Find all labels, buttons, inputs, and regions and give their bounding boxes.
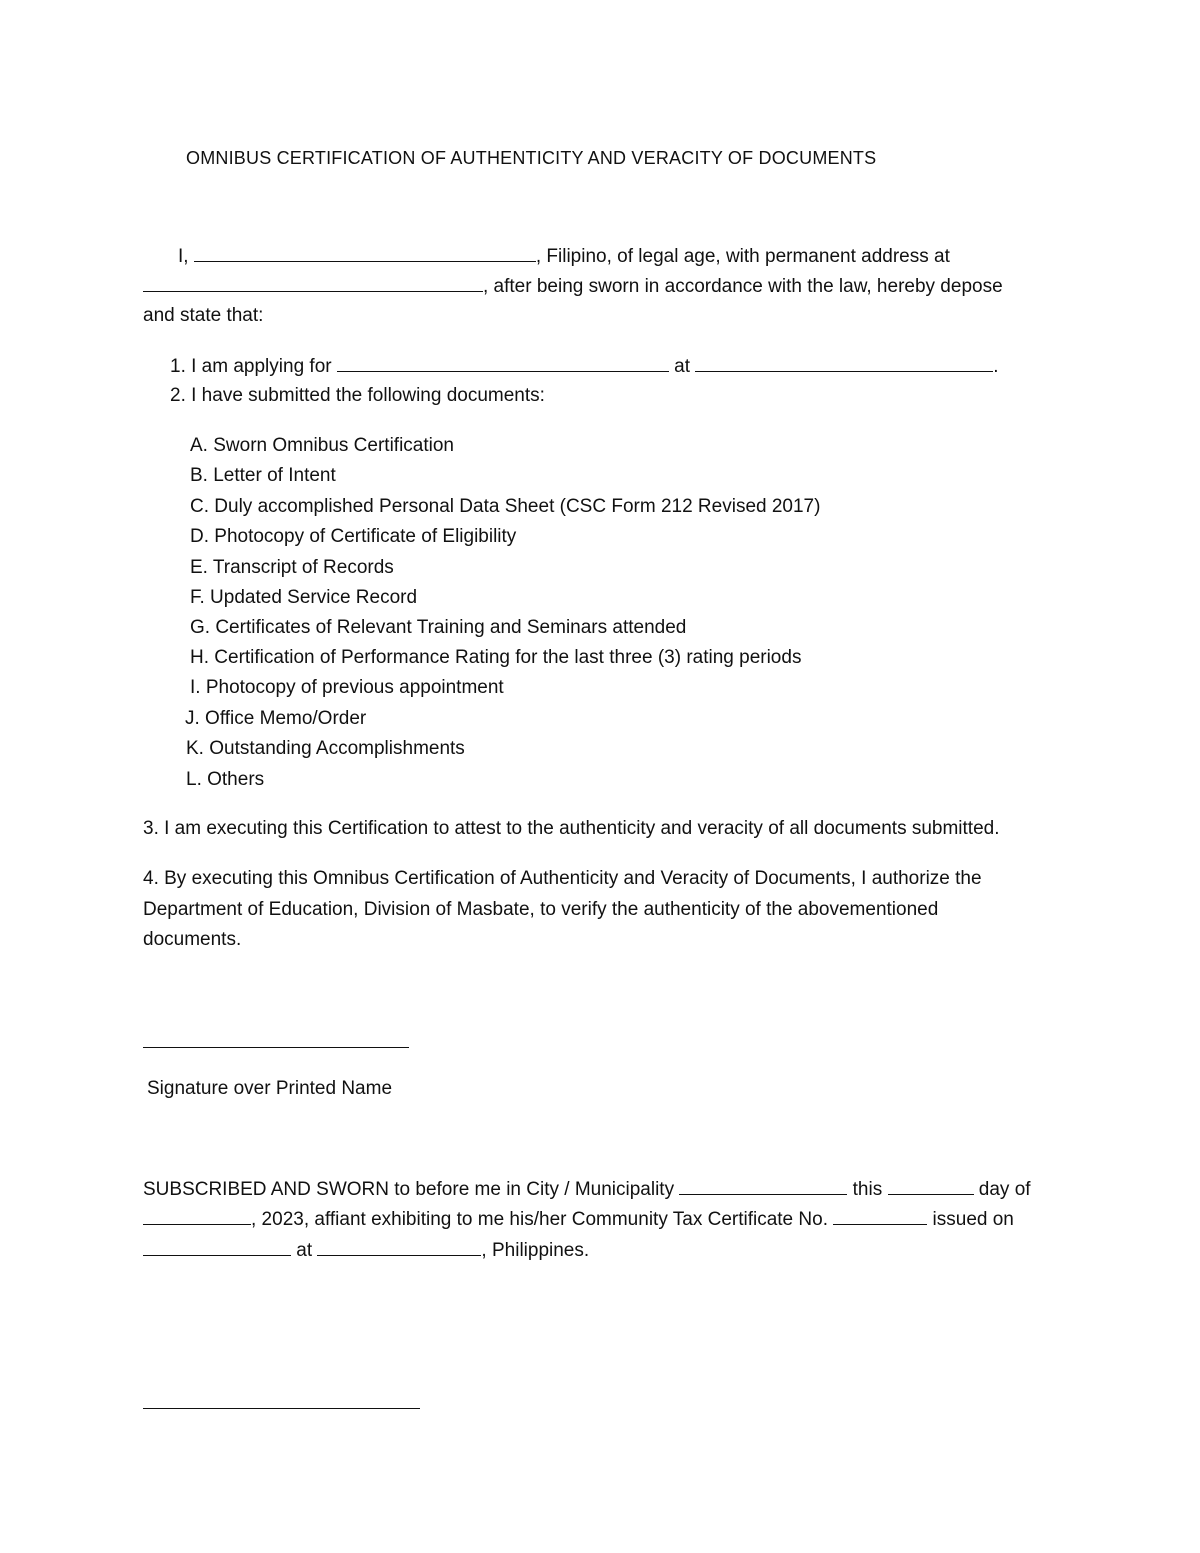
intro-line-1 xyxy=(178,244,950,269)
item-3: 3. I am executing this Certification to attest to the authenticity and veracity of all documents submitted. xyxy=(143,818,1000,839)
office-blank[interactable] xyxy=(695,354,993,372)
item-1-end: . xyxy=(993,356,999,377)
jurat-text-3: day of xyxy=(978,1179,1031,1200)
item-1-at: at xyxy=(674,356,691,377)
item-4-line-2: Department of Education, Division of Masbate, to verify the authenticity of the abovementioned xyxy=(143,899,939,920)
item-1 xyxy=(170,354,999,379)
document-item-c: C. Duly accomplished Personal Data Sheet (CSC Form 212 Revised 2017) xyxy=(190,496,821,517)
document-item-i: I. Photocopy of previous appointment xyxy=(190,677,504,698)
item-1-prefix: 1. I am applying for xyxy=(170,356,332,377)
intro-after-address: , after being sworn in accordance with the law, hereby depose xyxy=(483,276,1003,297)
signature-label: Signature over Printed Name xyxy=(147,1078,393,1099)
jurat-text-5: issued on xyxy=(932,1209,1014,1230)
document-item-a: A. Sworn Omnibus Certification xyxy=(190,435,454,456)
document-item-b: B. Letter of Intent xyxy=(190,465,336,486)
document-item-j: J. Office Memo/Order xyxy=(185,708,367,729)
jurat-text-7: , Philippines. xyxy=(481,1240,590,1261)
document-item-h: H. Certification of Performance Rating for the last three (3) rating periods xyxy=(190,647,802,668)
document-item-g: G. Certificates of Relevant Training and Seminars attended xyxy=(190,617,687,638)
position-blank[interactable] xyxy=(337,354,669,372)
intro-i-prefix: I, xyxy=(178,246,189,267)
city-municipality-blank[interactable] xyxy=(679,1177,847,1195)
jurat-line-2 xyxy=(143,1207,1014,1232)
item-4-line-1: 4. By executing this Omnibus Certification of Authenticity and Veracity of Documents, I authorize the xyxy=(143,868,982,889)
document-item-k: K. Outstanding Accomplishments xyxy=(186,738,465,759)
affiant-signature-line[interactable] xyxy=(143,1047,409,1048)
document-item-d: D. Photocopy of Certificate of Eligibility xyxy=(190,526,517,547)
jurat-line-1 xyxy=(143,1177,1031,1202)
jurat-line-3 xyxy=(143,1238,589,1263)
address-blank[interactable] xyxy=(143,274,483,292)
intro-line-2 xyxy=(143,274,1003,299)
officer-signature-line[interactable] xyxy=(143,1408,420,1409)
month-blank[interactable] xyxy=(143,1207,251,1225)
intro-after-name: , Filipino, of legal age, with permanent address at xyxy=(535,246,950,267)
jurat-text-4: , 2023, affiant exhibiting to me his/her Community Tax Certificate No. xyxy=(251,1209,828,1230)
jurat-text-2: this xyxy=(852,1179,883,1200)
issued-date-blank[interactable] xyxy=(143,1238,291,1256)
issued-place-blank[interactable] xyxy=(317,1238,481,1256)
jurat-text-6: at xyxy=(296,1240,313,1261)
day-blank[interactable] xyxy=(888,1177,974,1195)
document-item-f: F. Updated Service Record xyxy=(190,587,418,608)
intro-line-3: and state that: xyxy=(143,305,264,326)
jurat-text-1: SUBSCRIBED AND SWORN to before me in City / Municipality xyxy=(143,1179,675,1200)
document-title: OMNIBUS CERTIFICATION OF AUTHENTICITY AND VERACITY OF DOCUMENTS xyxy=(186,148,877,168)
item-4-line-3: documents. xyxy=(143,929,242,950)
item-2: 2. I have submitted the following documents: xyxy=(170,385,545,406)
name-blank[interactable] xyxy=(194,244,536,262)
ctc-number-blank[interactable] xyxy=(833,1207,927,1225)
document-item-l: L. Others xyxy=(186,769,265,790)
document-item-e: E. Transcript of Records xyxy=(190,557,394,578)
